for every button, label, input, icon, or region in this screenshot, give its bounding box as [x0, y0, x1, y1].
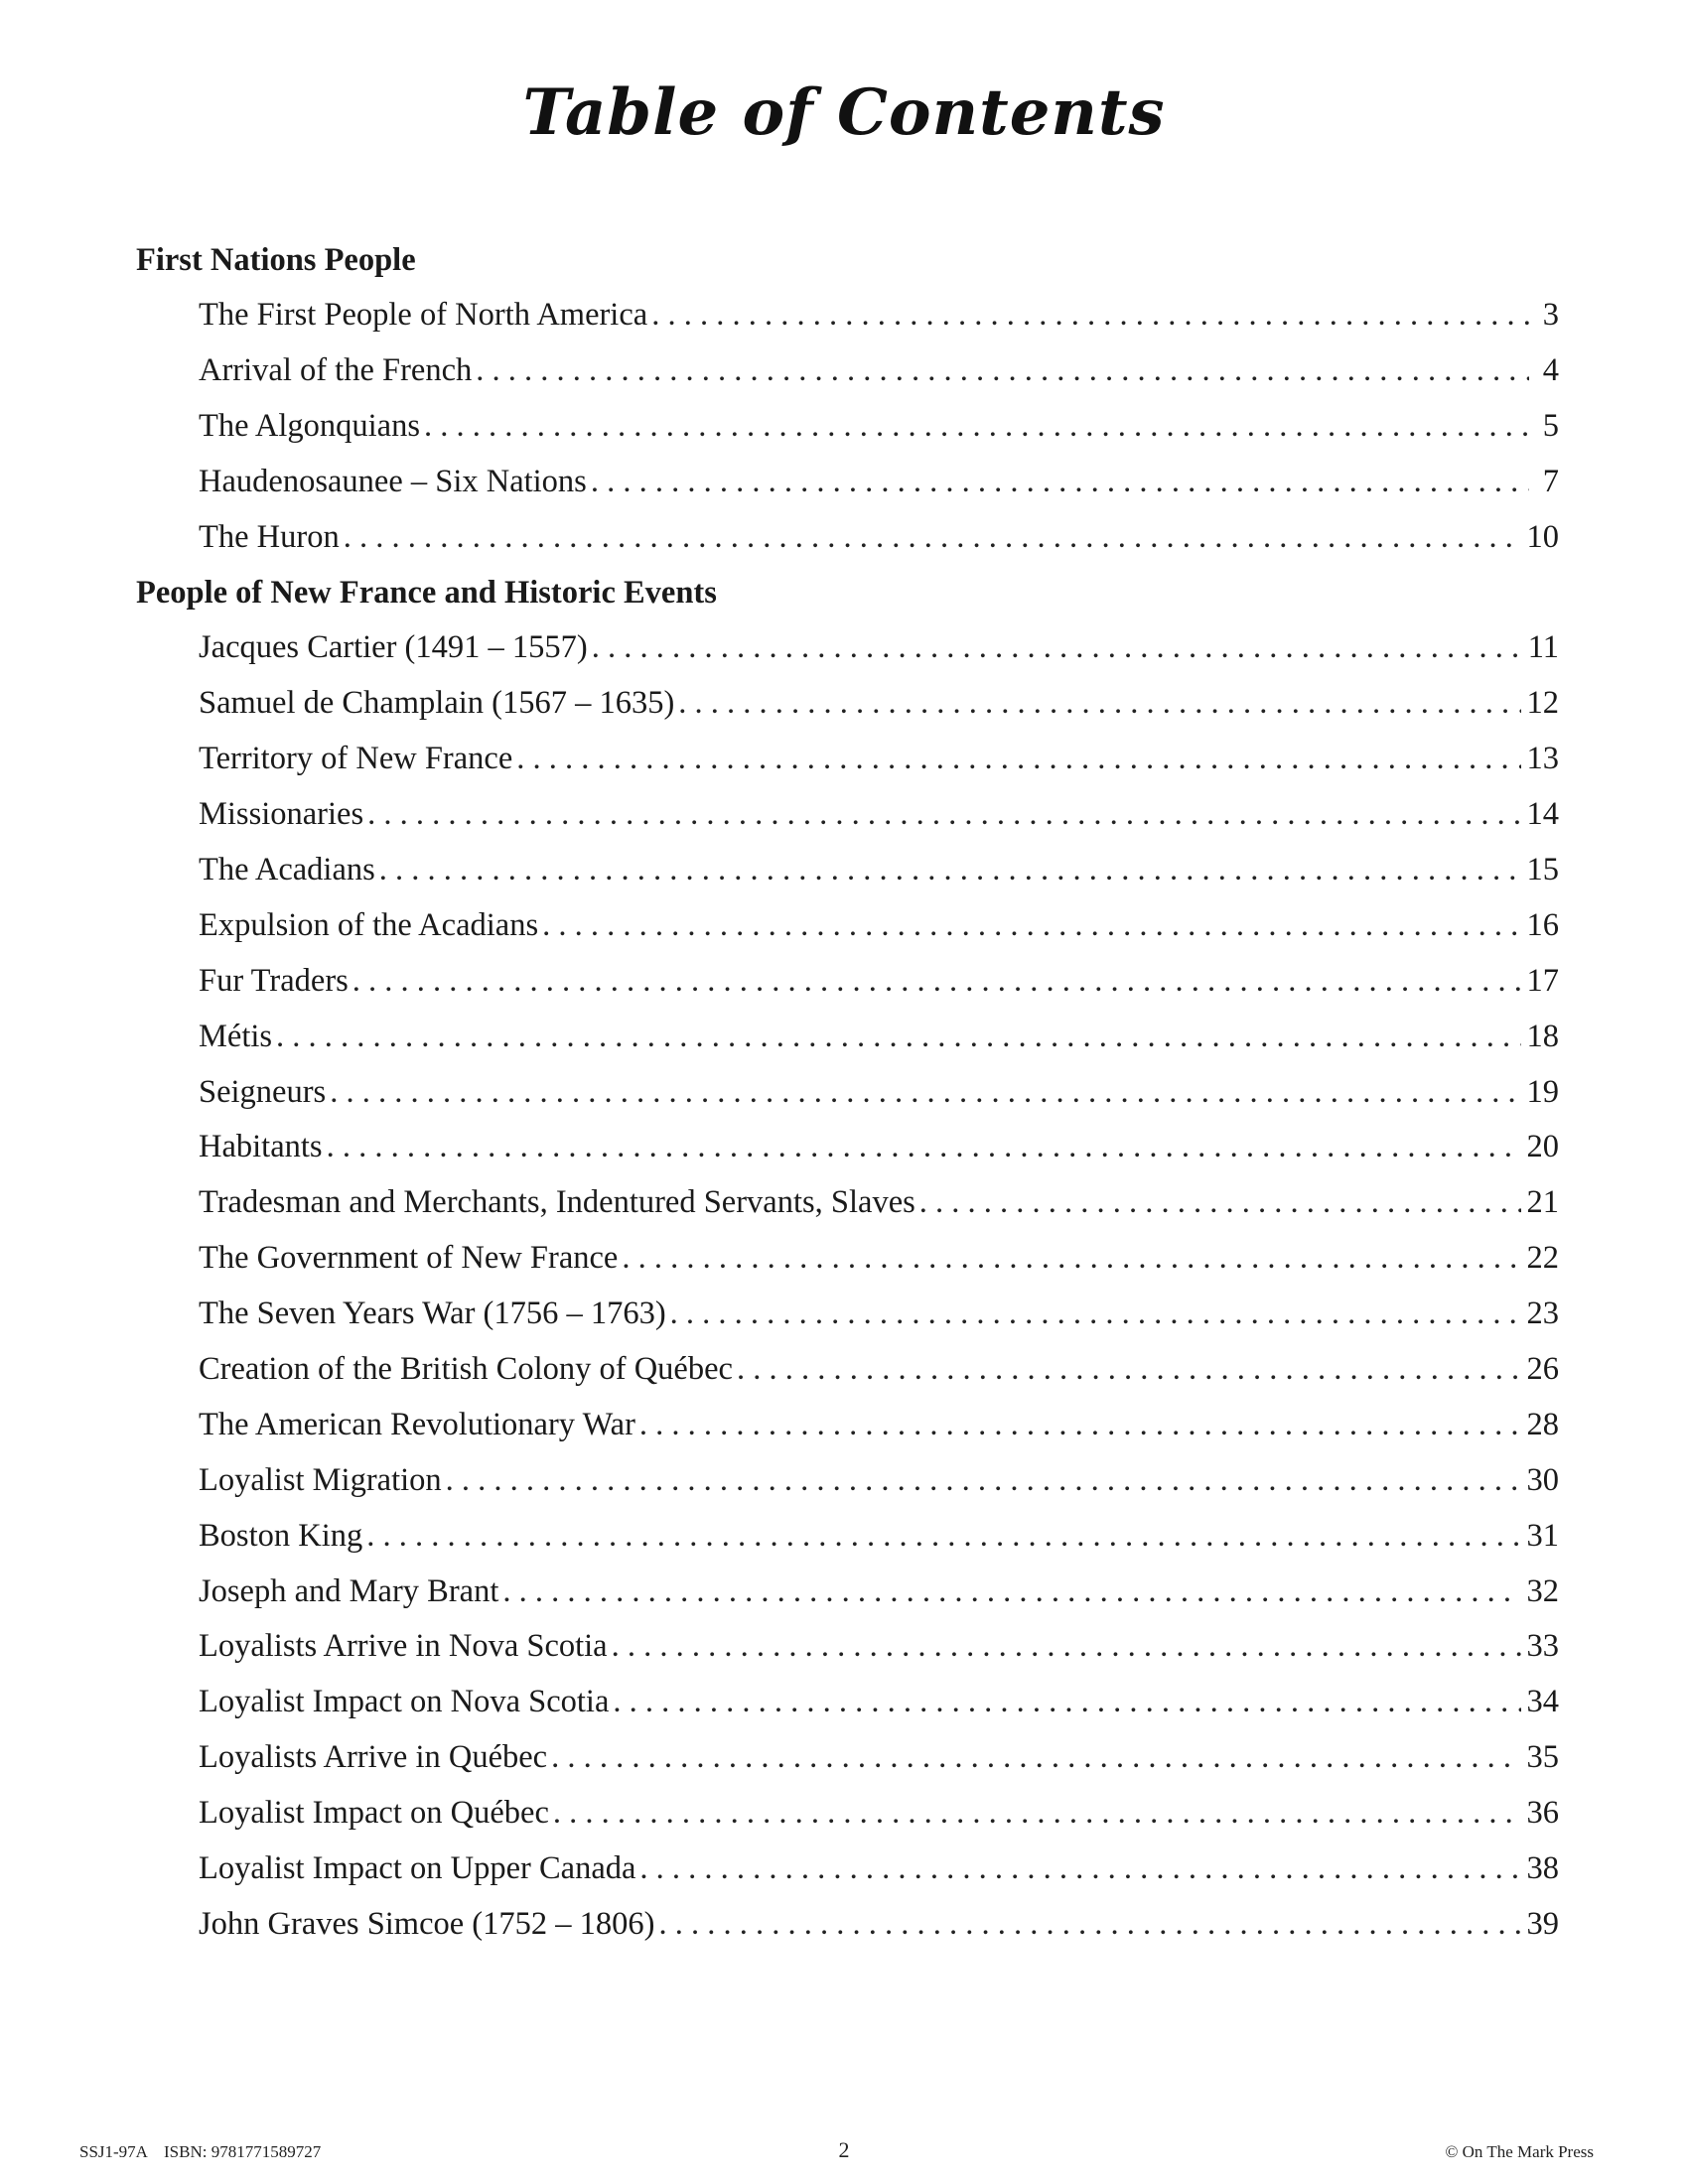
toc-entry-page: 33	[1526, 1628, 1559, 1665]
toc-entry	[136, 1619, 1559, 1675]
toc-entry	[136, 676, 1559, 732]
table-of-contents	[136, 232, 1559, 1953]
dot-leader	[553, 1786, 1521, 1842]
toc-entry	[136, 455, 1559, 510]
toc-entry	[136, 1730, 1559, 1786]
toc-entry-label: Tradesman and Merchants, Indentured Servants, Slaves	[199, 1184, 915, 1221]
dot-leader	[919, 1175, 1521, 1231]
toc-entry-page: 4	[1542, 351, 1559, 388]
toc-entry-label: Loyalist Impact on Upper Canada	[199, 1850, 636, 1887]
toc-entry-label: Métis	[199, 1018, 273, 1054]
footer-publisher: © On The Mark Press	[1445, 2142, 1594, 2161]
toc-entry-label: The First People of North America	[199, 297, 648, 333]
dot-leader	[591, 455, 1529, 510]
toc-entry-label: Samuel de Champlain (1567 – 1635)	[199, 685, 675, 722]
toc-entry	[136, 1675, 1559, 1730]
toc-entry	[136, 1897, 1559, 1953]
toc-entry-label: Jacques Cartier (1491 – 1557)	[199, 629, 588, 666]
section-heading: People of New France and Historic Events	[136, 575, 717, 612]
toc-entry	[136, 787, 1559, 843]
toc-entry-page: 20	[1526, 1129, 1559, 1165]
toc-entry	[136, 1786, 1559, 1842]
dot-leader	[551, 1730, 1520, 1786]
toc-entry-page: 19	[1526, 1073, 1559, 1110]
toc-entry	[136, 1342, 1559, 1398]
toc-entry	[136, 1509, 1559, 1565]
toc-entry-page: 31	[1526, 1517, 1559, 1554]
dot-leader	[330, 1065, 1520, 1121]
toc-entry	[136, 288, 1559, 343]
toc-entry-label: The Huron	[199, 518, 340, 555]
dot-leader	[366, 1509, 1520, 1565]
toc-entry-page: 34	[1526, 1684, 1559, 1720]
toc-entry	[136, 1065, 1559, 1121]
toc-entry	[136, 732, 1559, 787]
toc-entry-page: 39	[1526, 1905, 1559, 1942]
dot-leader	[352, 954, 1521, 1010]
toc-entry-label: Loyalists Arrive in Québec	[199, 1739, 548, 1776]
dot-leader	[367, 787, 1520, 843]
toc-entry	[136, 1120, 1559, 1175]
toc-entry-page: 10	[1526, 518, 1559, 555]
toc-entry-label: Habitants	[199, 1129, 323, 1165]
toc-entry-page: 14	[1526, 796, 1559, 833]
toc-entry-label: Creation of the British Colony of Québec	[199, 1351, 733, 1388]
footer-product-code: SSJ1-97A ISBN: 9781771589727	[79, 2142, 322, 2161]
toc-entry-page: 26	[1526, 1351, 1559, 1388]
toc-entry	[136, 1010, 1559, 1065]
toc-entry-page: 12	[1526, 685, 1559, 722]
toc-entry-label: Loyalist Impact on Québec	[199, 1795, 549, 1832]
toc-entry-page: 23	[1526, 1296, 1559, 1332]
dot-leader	[639, 1842, 1520, 1897]
toc-entry-page: 18	[1526, 1018, 1559, 1054]
toc-entry	[136, 399, 1559, 455]
toc-entry	[136, 1453, 1559, 1509]
toc-entry-page: 30	[1526, 1461, 1559, 1498]
toc-entry-label: Missionaries	[199, 796, 364, 833]
toc-entry-label: Seigneurs	[199, 1073, 327, 1110]
toc-entry-page: 32	[1526, 1572, 1559, 1609]
dot-leader	[276, 1010, 1520, 1065]
dot-leader	[327, 1120, 1521, 1175]
dot-leader	[344, 510, 1521, 566]
dot-leader	[622, 1231, 1520, 1287]
toc-entry-label: Territory of New France	[199, 741, 513, 777]
toc-entry-label: Arrival of the French	[199, 351, 473, 388]
toc-entry-label: The Acadians	[199, 852, 375, 888]
section-heading: First Nations People	[136, 242, 416, 278]
toc-entry-label: Fur Traders	[199, 962, 349, 999]
dot-leader	[639, 1398, 1521, 1453]
toc-entry-page: 35	[1526, 1739, 1559, 1776]
toc-entry	[136, 510, 1559, 566]
toc-entry-page: 7	[1542, 463, 1559, 499]
toc-entry-label: Haudenosaunee – Six Nations	[199, 463, 587, 499]
toc-entry-label: Loyalist Migration	[199, 1461, 442, 1498]
toc-entry	[136, 1175, 1559, 1231]
toc-entry	[136, 1565, 1559, 1620]
dot-leader	[678, 676, 1520, 732]
toc-entry-label: Loyalists Arrive in Nova Scotia	[199, 1628, 608, 1665]
toc-entry	[136, 898, 1559, 954]
toc-entry-page: 21	[1526, 1184, 1559, 1221]
dot-leader	[424, 399, 1529, 455]
dot-leader	[476, 343, 1529, 399]
toc-entry-page: 17	[1526, 962, 1559, 999]
toc-entry	[136, 620, 1559, 676]
toc-entry	[136, 343, 1559, 399]
toc-entry-label: John Graves Simcoe (1752 – 1806)	[199, 1905, 655, 1942]
toc-entry	[136, 843, 1559, 898]
toc-entry-page: 15	[1526, 852, 1559, 888]
toc-entry	[136, 1287, 1559, 1342]
toc-entry-label: Joseph and Mary Brant	[199, 1572, 499, 1609]
toc-entry-page: 28	[1526, 1406, 1559, 1442]
toc-entry-label: The Seven Years War (1756 – 1763)	[199, 1296, 666, 1332]
toc-entry-page: 11	[1527, 629, 1559, 666]
page-title: Table of Contents	[522, 75, 1166, 150]
dot-leader	[737, 1342, 1521, 1398]
dot-leader	[670, 1287, 1521, 1342]
toc-entry-label: Boston King	[199, 1517, 363, 1554]
toc-entry-label: Expulsion of the Acadians	[199, 906, 539, 943]
toc-entry	[136, 1842, 1559, 1897]
toc-entry	[136, 1231, 1559, 1287]
dot-leader	[592, 620, 1522, 676]
toc-entry-page: 16	[1526, 906, 1559, 943]
toc-entry	[136, 954, 1559, 1010]
toc-entry-label: The Government of New France	[199, 1240, 619, 1277]
toc-entry-label: Loyalist Impact on Nova Scotia	[199, 1684, 610, 1720]
dot-leader	[516, 732, 1520, 787]
toc-entry-label: The Algonquians	[199, 407, 420, 444]
dot-leader	[612, 1619, 1521, 1675]
toc-entry-page: 36	[1526, 1795, 1559, 1832]
dot-leader	[446, 1453, 1521, 1509]
page-number: 2	[838, 2137, 850, 2162]
toc-entry-page: 3	[1542, 297, 1559, 333]
toc-entry-page: 13	[1526, 741, 1559, 777]
toc-entry-page: 38	[1526, 1850, 1559, 1887]
toc-entry-page: 5	[1542, 407, 1559, 444]
dot-leader	[542, 898, 1520, 954]
dot-leader	[658, 1897, 1520, 1953]
dot-leader	[379, 843, 1521, 898]
toc-entry-label: The American Revolutionary War	[199, 1406, 635, 1442]
dot-leader	[651, 288, 1529, 343]
toc-entry	[136, 1398, 1559, 1453]
toc-entry-page: 22	[1526, 1240, 1559, 1277]
dot-leader	[502, 1565, 1520, 1620]
dot-leader	[613, 1675, 1520, 1730]
